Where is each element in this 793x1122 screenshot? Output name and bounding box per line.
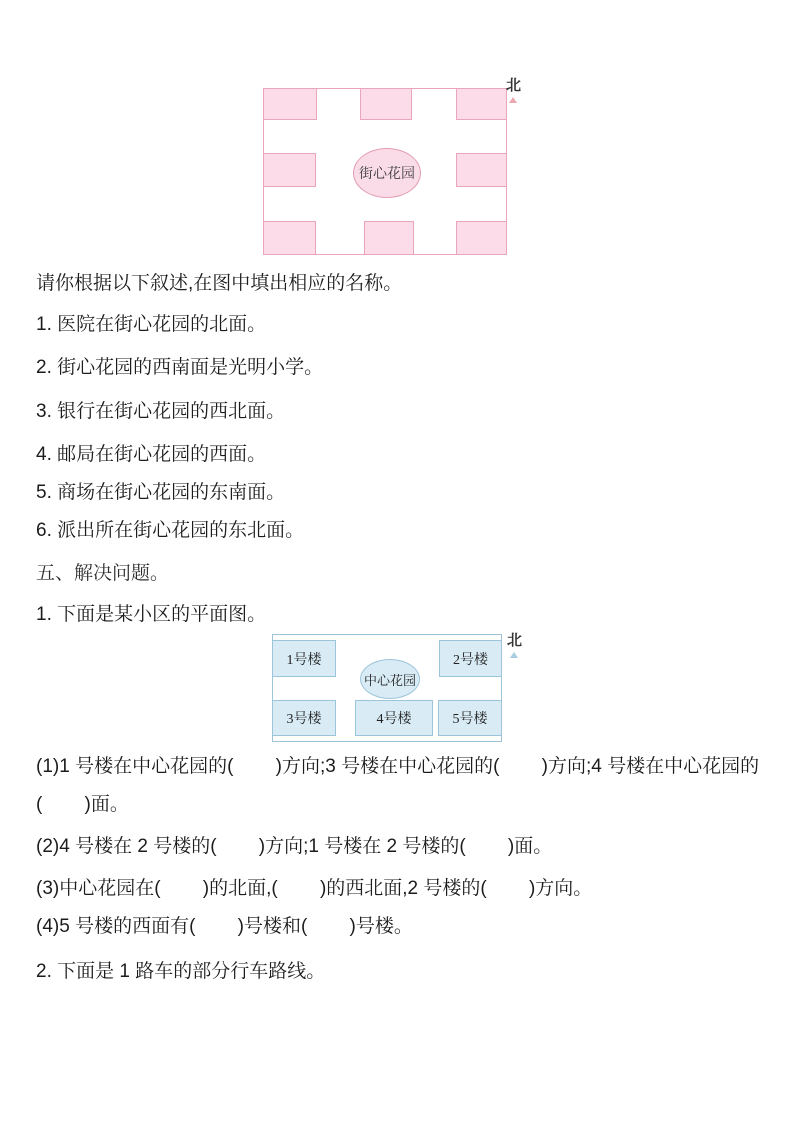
north-label: 北 — [506, 78, 522, 94]
north-arrow-icon — [510, 652, 518, 658]
statement-6: 6. 派出所在街心花园的东北面。 — [36, 520, 305, 541]
street-garden-map — [263, 88, 507, 255]
subquestion-1-line-1: (1)1 号楼在中心花园的( )方向;3 号楼在中心花园的( )方向;4 号楼在中心花园的 — [36, 756, 760, 777]
building-5-label: 5号楼 — [452, 712, 488, 727]
north-label: 北 — [507, 633, 523, 649]
statement-5: 5. 商场在街心花园的东南面。 — [36, 482, 286, 503]
garden-ellipse — [353, 148, 421, 198]
north-arrow-icon — [509, 97, 517, 103]
building-2 — [439, 640, 502, 677]
subquestion-1-line-2: ( )面。 — [36, 794, 129, 815]
section-title: 五、解决问题。 — [36, 563, 170, 584]
building-4-label: 4号楼 — [376, 712, 412, 727]
center-garden-label: 中心花园 — [363, 672, 416, 688]
building-4 — [355, 700, 433, 736]
residential-area-map — [272, 634, 502, 742]
map1-block-northeast — [456, 88, 507, 120]
question-2-prompt: 2. 下面是 1 路车的部分行车路线。 — [36, 961, 326, 982]
map1-block-south — [364, 221, 414, 255]
map1-block-northwest — [263, 88, 317, 120]
statement-2: 2. 街心花园的西南面是光明小学。 — [36, 357, 324, 378]
map1-block-southwest — [263, 221, 316, 255]
fill-in-instruction: 请你根据以下叙述,在图中填出相应的名称。 — [36, 273, 403, 294]
subquestion-4: (4)5 号楼的西面有( )号楼和( )号楼。 — [36, 916, 413, 937]
garden-label: 街心花园 — [359, 167, 415, 182]
statement-3: 3. 银行在街心花园的西北面。 — [36, 401, 286, 422]
building-1-label: 1号楼 — [286, 652, 322, 668]
subquestion-3: (3)中心花园在( )的北面,( )的西北面,2 号楼的( )方向。 — [36, 878, 593, 899]
building-5 — [438, 700, 502, 736]
statement-1: 1. 医院在街心花园的北面。 — [36, 314, 267, 335]
map1-block-east — [456, 153, 507, 187]
map1-block-southeast — [456, 221, 507, 255]
building-3-label: 3号楼 — [286, 712, 322, 727]
map1-block-west — [263, 153, 316, 187]
center-garden-ellipse — [360, 659, 420, 699]
map1-block-north — [360, 88, 412, 120]
building-2-label: 2号楼 — [453, 652, 488, 668]
north-indicator-2 — [507, 633, 537, 658]
statement-4: 4. 邮局在街心花园的西面。 — [36, 444, 267, 465]
subquestion-2: (2)4 号楼在 2 号楼的( )方向;1 号楼在 2 号楼的( )面。 — [36, 836, 553, 857]
building-1 — [272, 640, 336, 677]
building-3 — [272, 700, 336, 736]
north-indicator-1 — [506, 78, 536, 103]
question-1-prompt: 1. 下面是某小区的平面图。 — [36, 604, 267, 625]
